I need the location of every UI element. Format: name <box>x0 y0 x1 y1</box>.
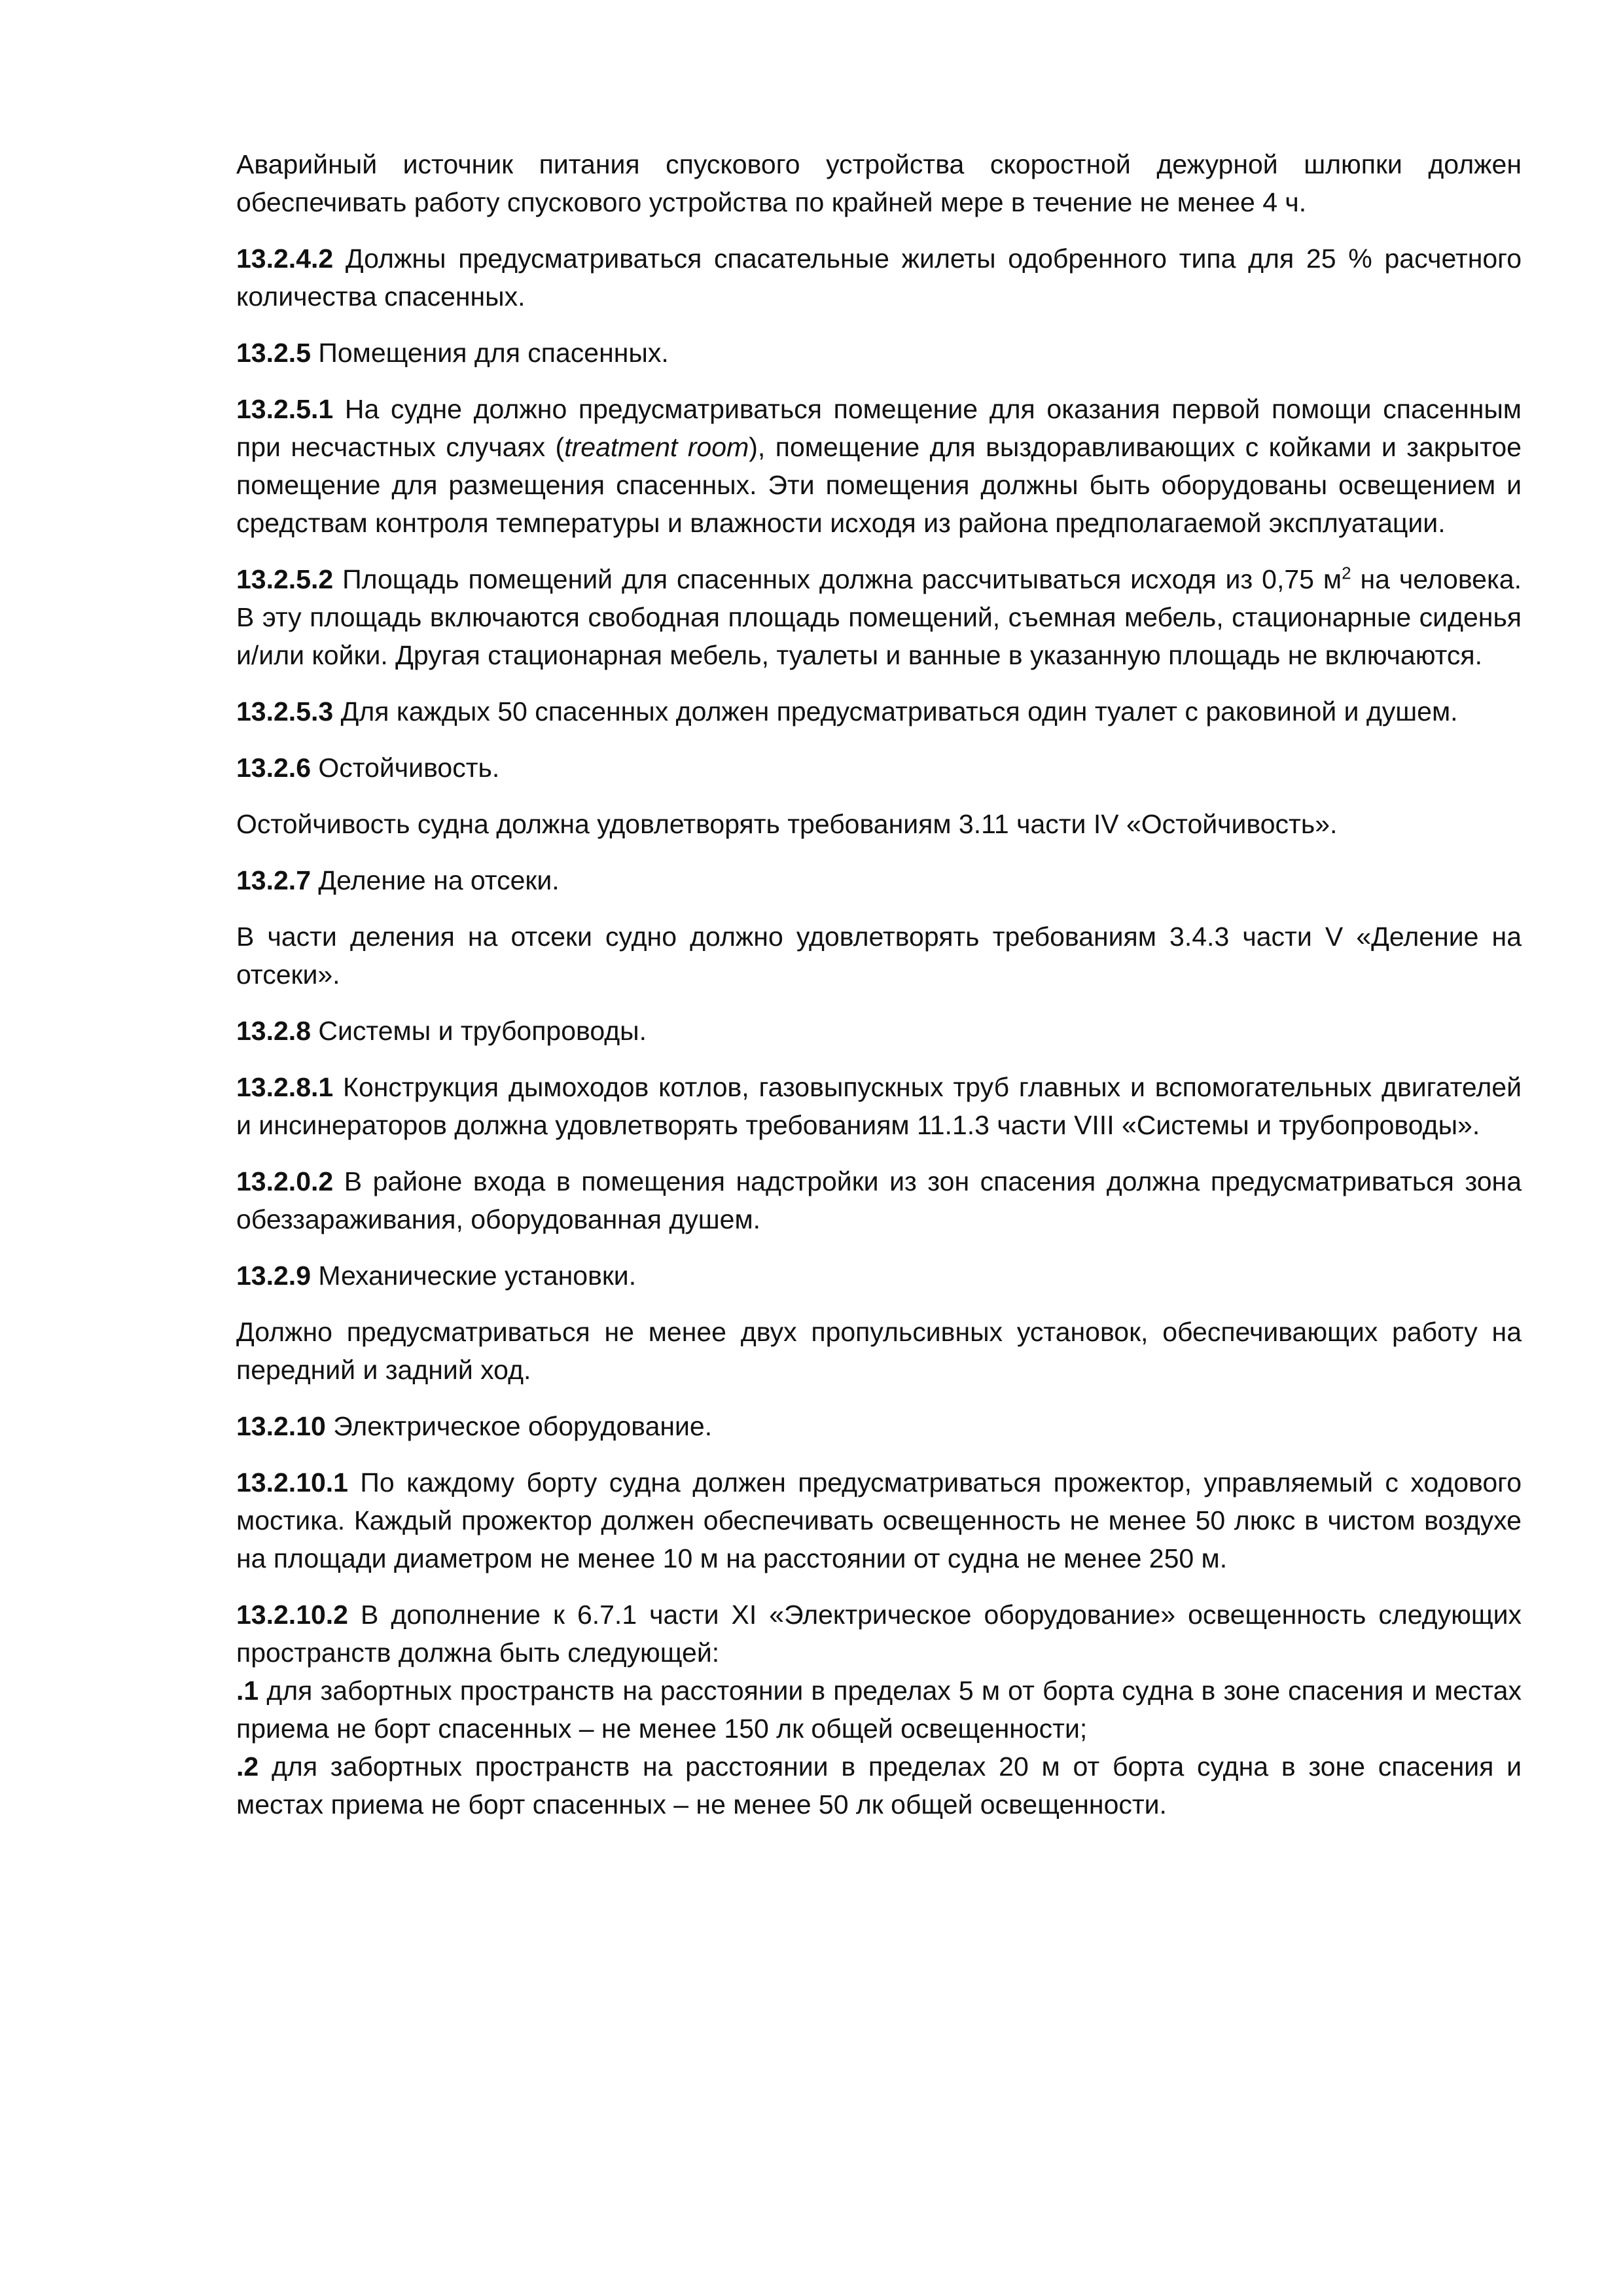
paragraph-13-2-4-2 <box>236 240 1522 315</box>
heading-text: Системы и трубопроводы. <box>311 1016 647 1046</box>
paragraph-13-2-5-1 <box>236 390 1522 542</box>
paragraph-emergency-power <box>236 145 1522 221</box>
clause-number: 13.2.8.1 <box>236 1072 334 1102</box>
paragraph-13-2-8-1 <box>236 1068 1522 1144</box>
paragraph-text: Остойчивость судна должна удовлетворять требованиям 3.11 части IV «Остойчивость». <box>236 809 1338 839</box>
heading-text: Электрическое оборудование. <box>325 1411 713 1441</box>
clause-number: 13.2.4.2 <box>236 243 334 274</box>
superscript: 2 <box>1342 563 1351 583</box>
list-item <box>236 1672 1522 1748</box>
paragraph-text: Должны предусматриваться спасательные жилеты одобренного типа для 25 % расчетного количества спасенных. <box>236 243 1522 312</box>
paragraph-text: на человека. В эту площадь включаются свободная площадь помещений, съемная мебель, стационарные сиденья и/или койки. Другая стационарная мебель, туалеты и ванные в указанную площадь не включаются. <box>236 564 1522 670</box>
paragraph-text: Площадь помещений для спасенных должна рассчитываться исходя из 0,75 м <box>333 564 1342 594</box>
paragraph-text: Аварийный источник питания спускового устройства скоростной дежурной шлюпки должен обеспечивать работу спускового устройства по крайней мере в течение не менее 4 ч. <box>236 149 1522 217</box>
paragraph-13-2-0-2 <box>236 1162 1522 1238</box>
paragraph-13-2-5-3 <box>236 692 1522 730</box>
list-item-text: для забортных пространств на расстоянии в пределах 20 м от борта судна в зоне спасения и местах приема не борт спасенных – не менее 50 лк общей освещенности. <box>236 1751 1522 1820</box>
heading-13-2-5 <box>236 334 1522 372</box>
paragraph-text: По каждому борту судна должен предусматриваться прожектор, управляемый с ходового мостика. Каждый прожектор должен обеспечивать освещенность не менее 50 люкс в чистом воздухе на площади диаметром не менее 10 м на расстоянии от судна не менее 250 м. <box>236 1467 1522 1573</box>
clause-number: 13.2.5.2 <box>236 564 334 594</box>
clause-number: 13.2.5 <box>236 338 311 368</box>
paragraph-text: Должно предусматриваться не менее двух пропульсивных установок, обеспечивающих работу на передний и задний ход. <box>236 1317 1522 1385</box>
paragraph-text: На судне должно предусматриваться помещение для оказания первой помощи спасенным при несчастных случаях ( <box>236 394 1522 462</box>
heading-text: Помещения для спасенных. <box>311 338 669 368</box>
clause-number: 13.2.10.1 <box>236 1467 348 1498</box>
paragraph-text: Конструкция дымоходов котлов, газовыпускных труб главных и вспомогательных двигателей и инсинераторов должна удовлетворять требованиям 11.1.3 части VIII «Системы и трубопроводы». <box>236 1072 1522 1140</box>
heading-13-2-6 <box>236 749 1522 787</box>
clause-number: 13.2.0.2 <box>236 1166 334 1196</box>
paragraph-text: ), помещение для выздоравливающих с койками и закрытое помещение для размещения спасенных. Эти помещения должны быть оборудованы освещением и средствам контроля температуры и влажности исходя из района предполагаемой эксплуатации. <box>236 432 1522 538</box>
list-item-number: .1 <box>236 1676 259 1706</box>
heading-13-2-10 <box>236 1407 1522 1445</box>
list-item-number: .2 <box>236 1751 259 1782</box>
clause-number: 13.2.5.3 <box>236 696 334 726</box>
document-body <box>236 145 1522 1823</box>
paragraph-13-2-5-2 <box>236 560 1522 674</box>
paragraph-text: В части деления на отсеки судно должно удовлетворять требованиям 3.4.3 части V «Деление на отсеки». <box>236 922 1522 990</box>
paragraph-text: Для каждых 50 спасенных должен предусматриваться один туалет с раковиной и душем. <box>333 696 1458 726</box>
heading-text: Механические установки. <box>311 1261 637 1291</box>
clause-number: 13.2.6 <box>236 753 311 783</box>
clause-number: 13.2.8 <box>236 1016 311 1046</box>
paragraph-text: В районе входа в помещения надстройки из зон спасения должна предусматриваться зона обеззараживания, оборудованная душем. <box>236 1166 1522 1234</box>
heading-13-2-8 <box>236 1012 1522 1050</box>
clause-number: 13.2.7 <box>236 865 311 895</box>
paragraph-stability <box>236 805 1522 843</box>
paragraph-propulsion <box>236 1313 1522 1389</box>
paragraph-13-2-10-1 <box>236 1463 1522 1577</box>
list-item <box>236 1748 1522 1823</box>
list-item-text: для забортных пространств на расстоянии в пределах 5 м от борта судна в зоне спасения и местах приема не борт спасенных – не менее 150 лк общей освещенности; <box>236 1676 1522 1744</box>
paragraph-subdivision <box>236 918 1522 994</box>
clause-number: 13.2.10 <box>236 1411 326 1441</box>
heading-text: Остойчивость. <box>311 753 500 783</box>
heading-13-2-9 <box>236 1257 1522 1295</box>
heading-text: Деление на отсеки. <box>311 865 560 895</box>
clause-number: 13.2.5.1 <box>236 394 334 424</box>
italic-term: treatment room <box>564 432 749 462</box>
clause-number: 13.2.9 <box>236 1261 311 1291</box>
heading-13-2-7 <box>236 861 1522 899</box>
paragraph-13-2-10-2 <box>236 1596 1522 1672</box>
clause-number: 13.2.10.2 <box>236 1600 348 1630</box>
paragraph-text: В дополнение к 6.7.1 части XI «Электрическое оборудование» освещенность следующих пространств должна быть следующей: <box>236 1600 1522 1668</box>
